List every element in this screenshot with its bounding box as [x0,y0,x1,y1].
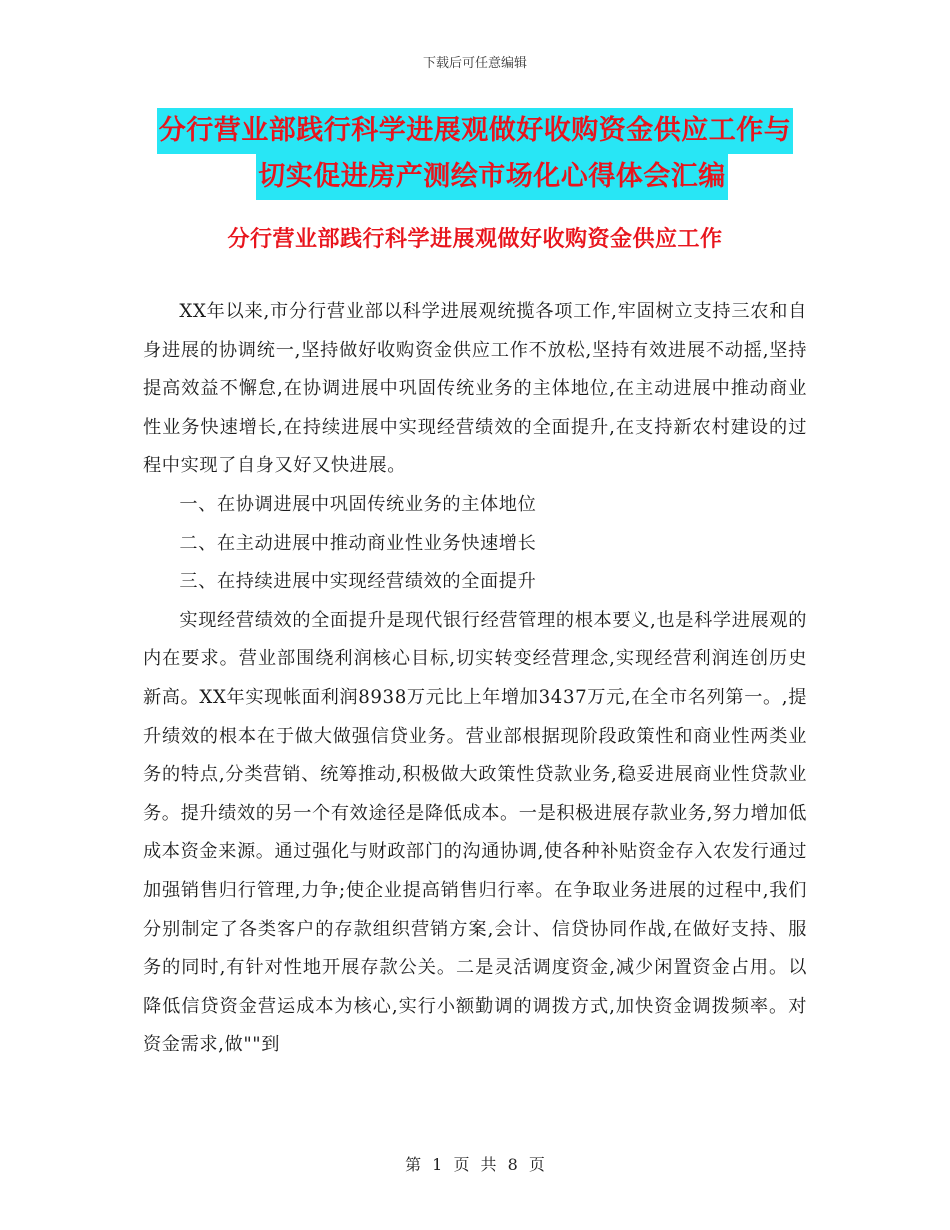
paragraph-heading-3: 三、在持续进展中实现经营绩效的全面提升 [179,571,537,593]
page-footer: 第 1 页 共 8 页 [405,1155,545,1174]
document-body [143,293,807,1065]
paragraph-heading-1: 一、在协调进展中巩固传统业务的主体地位 [179,493,537,515]
header-note: 下载后可任意编辑 [422,56,527,71]
paragraph-performance: 实现经营绩效的全面提升是现代银行经营管理的根本要义,也是科学进展观的内在要求。营业部围绕利润核心目标,切实转变经营理念,实现经营利润连创历史新高。XX年实现帐面利润8938万元比上年增加3437万元,在全市名列第一。,提升绩效的根本在于做大做强信贷业务。营业部根据现阶段政策性和商业性两类业务的特点,分类营销、统筹推动,积极做大政策性贷款业务,稳妥进展商业性贷款业务。提升绩效的另一个有效途径是降低成本。一是积极进展存款业务,努力增加低成本资金来源。通过强化与财政部门的沟通协调,使各种补贴资金存入农发行通过加强销售归行管理,力争;使企业提高销售归行率。在争取业务进展的过程中,我们分别制定了各类客户的存款组织营销方案,会计、信贷协同作战,在做好支持、服务的同时,有针对性地开展存款公关。二是灵活调度资金,减少闲置资金占用。以降低信贷资金营运成本为核心,实行小额勤调的调拨方式,加快资金调拨频率。对资金需求,做""到 [143,609,807,1056]
document-title-line-1: 分行营业部践行科学进展观做好收购资金供应工作与 [157,108,794,154]
document-title [0,108,950,200]
paragraph-intro: XX年以来,市分行营业部以科学进展观统揽各项工作,牢固树立支持三农和自身进展的协调统一,坚持做好收购资金供应工作不放松,坚持有效进展不动摇,坚持提高效益不懈怠,在协调进展中巩固传统业务的主体地位,在主动进展中推动商业性业务快速增长,在持续进展中实现经营绩效的全面提升,在支持新农村建设的过程中实现了自身又好又快进展。 [143,301,807,477]
document-title-line-2: 切实促进房产测绘市场化心得体会汇编 [256,154,728,200]
paragraph-heading-2: 二、在主动进展中推动商业性业务快速增长 [179,532,537,554]
section-title: 分行营业部践行科学进展观做好收购资金供应工作 [227,226,723,252]
